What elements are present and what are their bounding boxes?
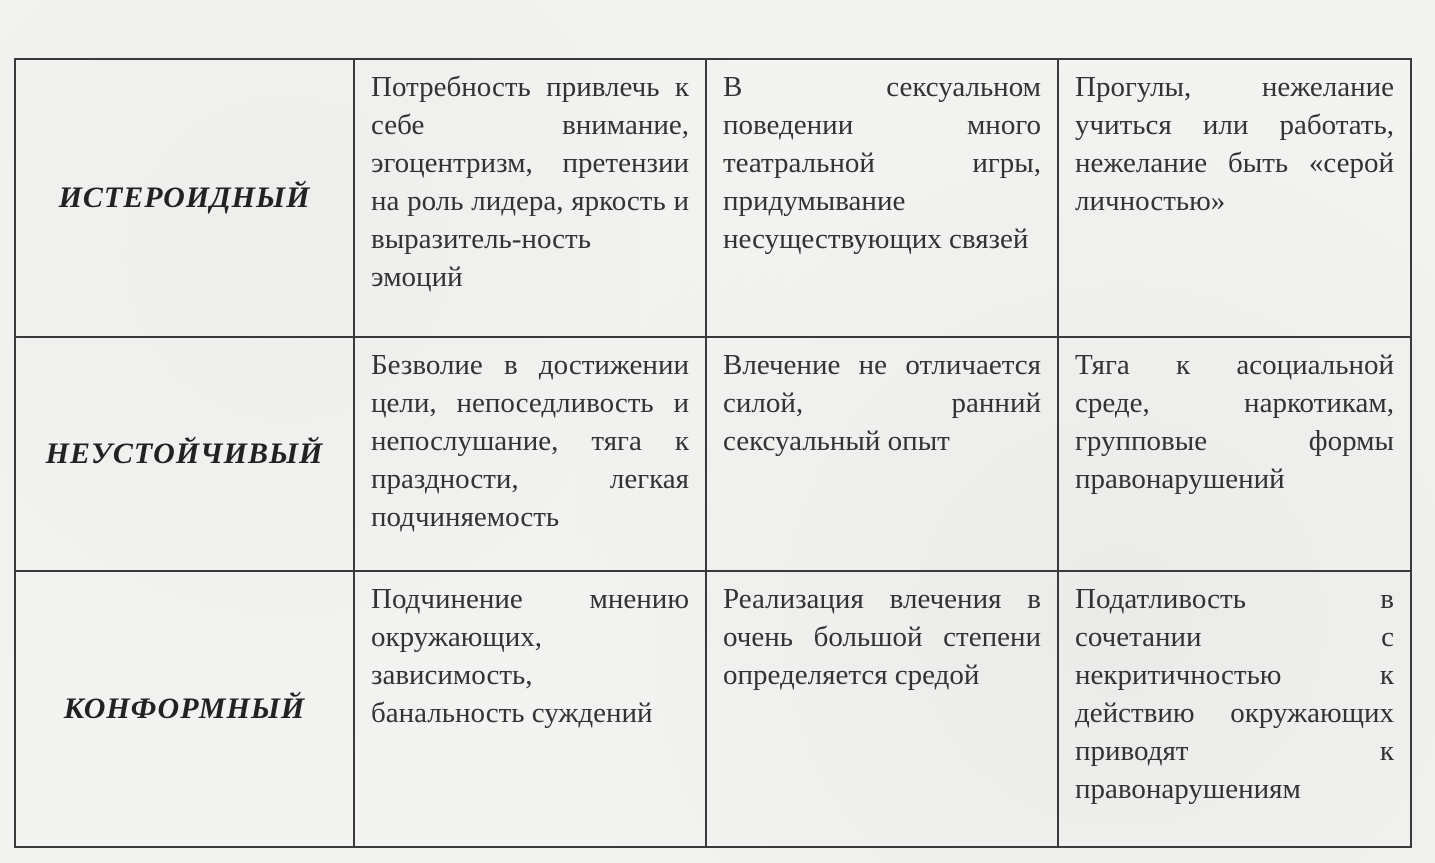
deviations-cell: Податливость в сочетании с некритичностью к действию окружающих приводят к правонарушениям <box>1058 571 1411 847</box>
table-row <box>15 571 1411 847</box>
type-name-cell: НЕУСТОЙЧИВЫЙ <box>15 337 354 571</box>
table-row <box>15 337 1411 571</box>
traits-cell: Безволие в достижении цели, непоседливость и непослушание, тяга к праздности, легкая подчиняемость <box>354 337 706 571</box>
deviations-cell: Тяга к асоциальной среде, наркотикам, групповые формы правонарушений <box>1058 337 1411 571</box>
traits-cell: Потребность привлечь к себе внимание, эгоцентризм, претензии на роль лидера, яркость и выразитель-ность эмоций <box>354 59 706 337</box>
type-name-cell: ИСТЕРОИДНЫЙ <box>15 59 354 337</box>
sexual-behavior-cell: В сексуальном поведении много театральной игры, придумывание несуществующих связей <box>706 59 1058 337</box>
table-row <box>15 59 1411 337</box>
sexual-behavior-cell: Реализация влечения в очень большой степени определяется средой <box>706 571 1058 847</box>
traits-cell: Подчинение мнению окружающих, зависимость, банальность суждений <box>354 571 706 847</box>
sexual-behavior-cell: Влечение не отличается силой, ранний сексуальный опыт <box>706 337 1058 571</box>
deviations-cell: Прогулы, нежелание учиться или работать, нежелание быть «серой личностью» <box>1058 59 1411 337</box>
type-name-cell: КОНФОРМНЫЙ <box>15 571 354 847</box>
personality-types-table <box>14 58 1412 848</box>
